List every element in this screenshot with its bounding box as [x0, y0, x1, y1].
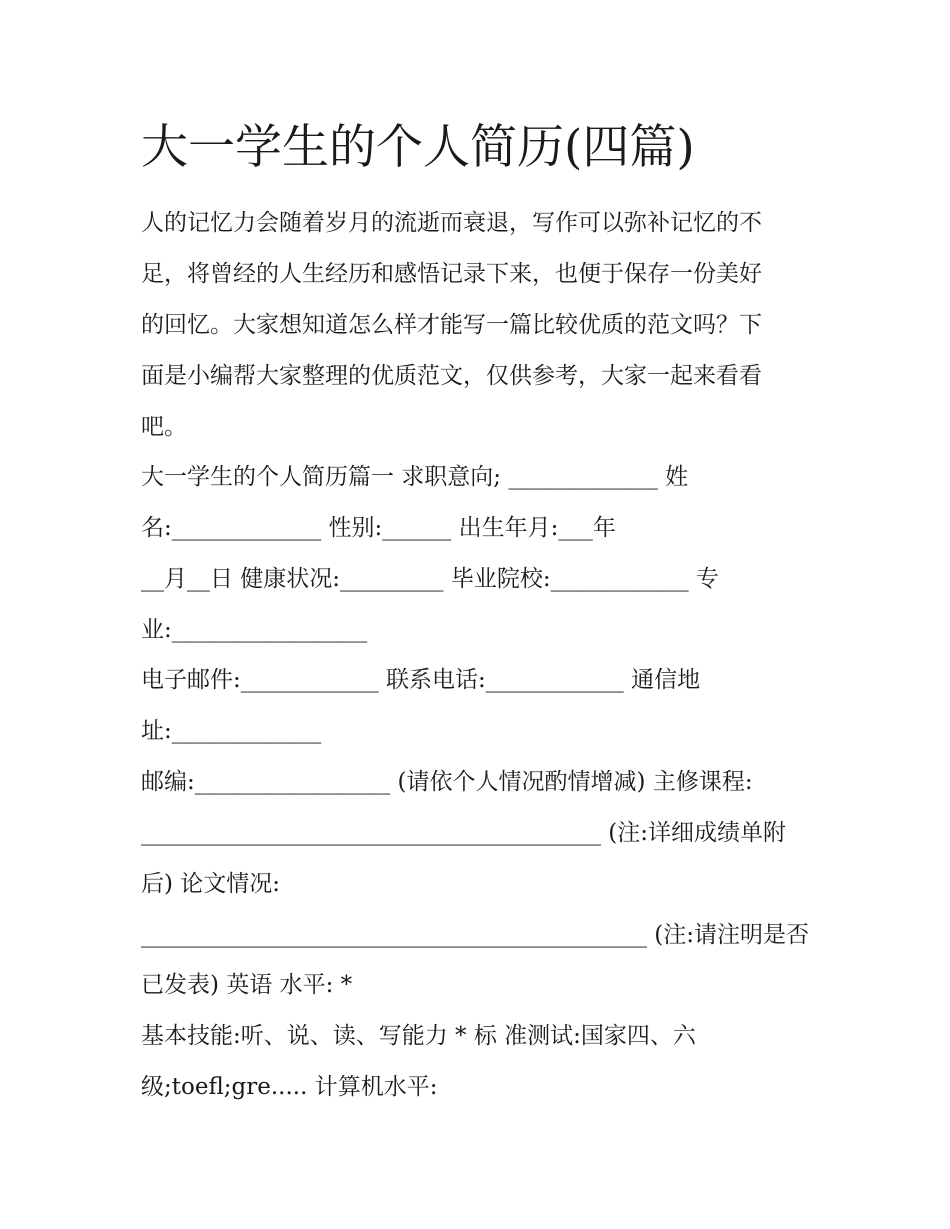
- resume-line-7: 邮编:_________________ (请依个人情况酌情增减) 主修课程:: [141, 769, 753, 795]
- resume-line-6: 址:_____________: [141, 718, 322, 744]
- intro-line-2: 足，将曾经的人生经历和感悟记录下来，也便于保存一份美好: [141, 261, 762, 287]
- intro-line-5: 吧。: [141, 414, 187, 440]
- resume-line-4: 业:_________________: [141, 617, 368, 643]
- resume-line-11: 已发表) 英语 水平: *: [141, 972, 353, 998]
- resume-line-2: 名:_____________ 性别:______ 出生年月:___年: [141, 515, 616, 541]
- resume-line-10: ____________________________________________ (注:请注明是否: [141, 922, 810, 948]
- resume-line-12: 基本技能:听、说、读、写能力 * 标 准测试:国家四、六: [141, 1023, 696, 1049]
- resume-line-1: 大一学生的个人简历篇一 求职意向; _____________ 姓: [141, 464, 689, 490]
- resume-line-8: ________________________________________ (注:详细成绩单附: [141, 820, 787, 846]
- intro-line-1: 人的记忆力会随着岁月的流逝而衰退，写作可以弥补记忆的不: [141, 210, 762, 236]
- intro-line-4: 面是小编帮大家整理的优质范文，仅供参考，大家一起来看看: [141, 363, 762, 389]
- intro-line-3: 的回忆。大家想知道怎么样才能写一篇比较优质的范文吗？下: [141, 312, 762, 338]
- resume-line-3: __月__日 健康状况:_________ 毕业院校:____________ 专: [141, 566, 719, 592]
- resume-line-9: 后) 论文情况:: [141, 871, 281, 897]
- resume-line-5: 电子邮件:____________ 联系电话:____________ 通信地: [141, 667, 701, 693]
- resume-line-13: 级;toefl;gre..... 计算机水平:: [141, 1074, 438, 1100]
- document-title: 大一学生的个人简历(四篇): [141, 120, 695, 175]
